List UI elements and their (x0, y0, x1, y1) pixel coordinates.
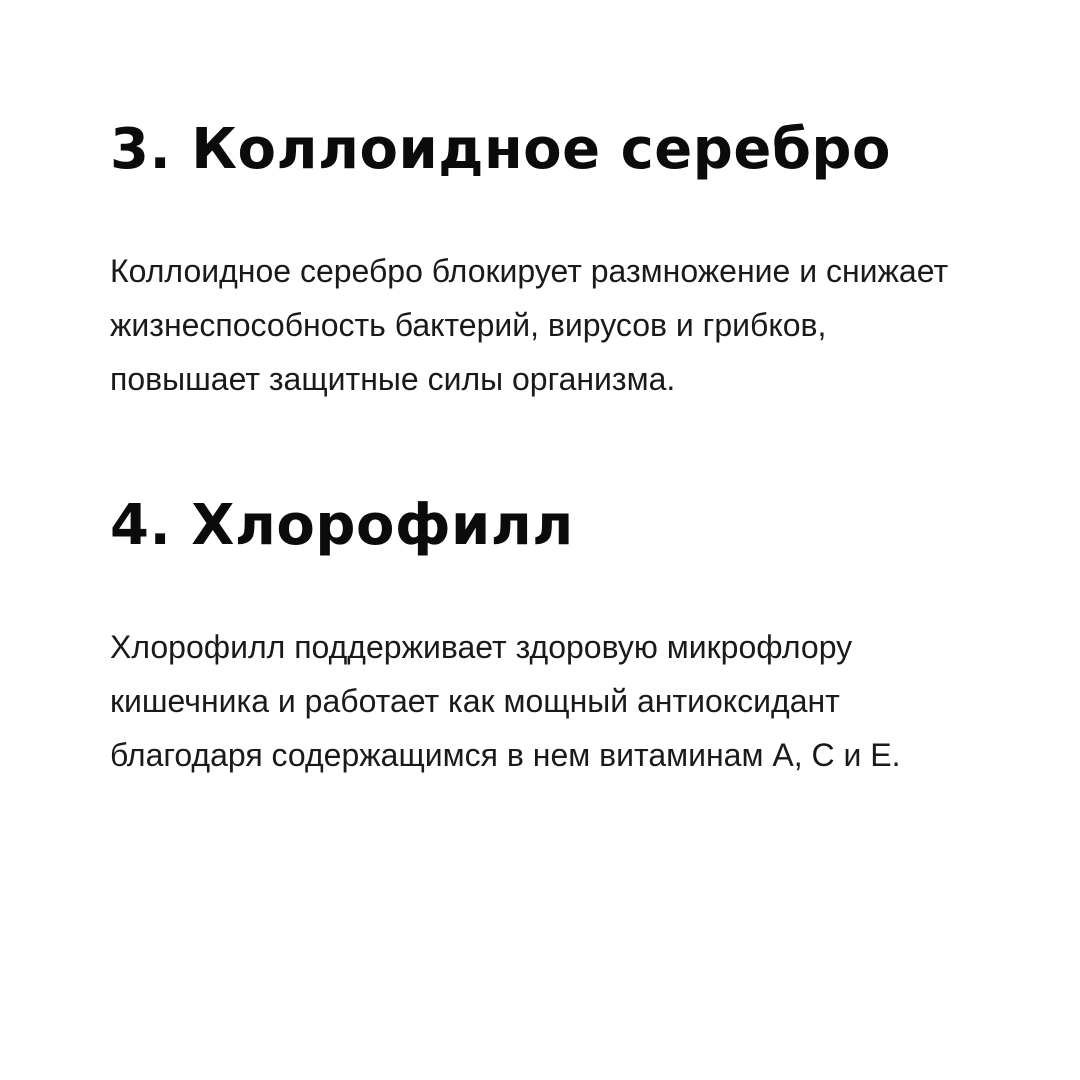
paragraph-line: повышает защитные силы организма. (110, 361, 676, 397)
paragraph-line: жизнеспособность бактерий, вирусов и грибков, (110, 307, 827, 343)
paragraph-line: Коллоидное серебро блокирует размножение и снижает (110, 253, 949, 289)
paragraph-line: кишечника и работает как мощный антиоксидант (110, 683, 840, 719)
paragraph-line: благодаря содержащимся в нем витаминам А, С и Е. (110, 737, 901, 773)
section-colloidal-silver (110, 112, 990, 406)
section-paragraph (110, 620, 990, 782)
paragraph-line: Хлорофилл поддерживает здоровую микрофлору (110, 629, 853, 665)
section-heading: 3. Коллоидное серебро (110, 117, 891, 182)
section-heading: 4. Хлорофилл (110, 493, 574, 558)
section-chlorophyll (110, 488, 990, 782)
section-paragraph (110, 244, 990, 406)
